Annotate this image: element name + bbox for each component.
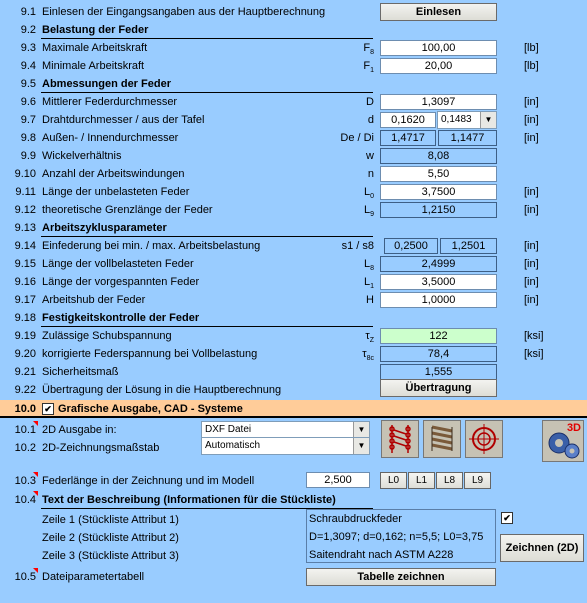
row-number: 10.2 — [14, 442, 36, 454]
section-heading: Abmessungen der Feder — [42, 78, 171, 90]
row-number: 9.7 — [20, 114, 36, 126]
row-9-12 — [0, 201, 587, 219]
zeile-2-row — [0, 529, 587, 547]
deflection-max-value: 1,2501 — [440, 238, 497, 254]
uebertragung-button[interactable]: Übertragung — [380, 379, 497, 397]
row-label: Federlänge in der Zeichnung und im Modell — [42, 475, 255, 487]
description-box[interactable] — [306, 509, 496, 563]
cad-3d-button[interactable] — [542, 420, 584, 462]
row-label: Anzahl der Arbeitswindungen — [42, 168, 185, 180]
row-9-21 — [0, 363, 587, 381]
output-format-select[interactable]: DXF Datei ▼ — [201, 421, 370, 439]
mean-diameter-input[interactable]: 1,3097 — [380, 94, 497, 110]
row-label: Wickelverhältnis — [42, 150, 122, 162]
row-9-22 — [0, 381, 587, 399]
symbol: $F_8$ — [363, 42, 374, 57]
drawing-scale-select[interactable]: Automatisch ▼ — [201, 437, 370, 455]
l9-button[interactable]: L9 — [464, 472, 491, 489]
row-10-3 — [0, 472, 587, 490]
row-9-8 — [0, 129, 587, 147]
row-label: Zeile 2 (Stückliste Attribut 2) — [42, 532, 179, 544]
zeichnen-2d-button[interactable]: Zeichnen (2D) — [500, 534, 584, 562]
row-label: Zeile 3 (Stückliste Attribut 3) — [42, 550, 179, 562]
row-9-6 — [0, 93, 587, 111]
row-label: Länge der vorgespannten Feder — [42, 276, 200, 288]
row-label: Dateiparametertabell — [42, 571, 145, 583]
row-number: 9.20 — [14, 348, 36, 360]
unit: [in] — [524, 276, 539, 288]
row-9-19 — [0, 327, 587, 345]
symbol: d — [367, 114, 374, 126]
row-label: Zeile 1 (Stückliste Attribut 1) — [42, 514, 179, 526]
row-number: 9.19 — [14, 330, 36, 342]
symbol: $L_8$ — [363, 258, 374, 273]
row-label: Drahtdurchmesser / aus der Tafel — [42, 114, 205, 126]
row-9-5 — [0, 75, 587, 93]
section-10-checkbox[interactable]: ✔ — [42, 403, 54, 415]
symbol: $L_1$ — [363, 276, 374, 291]
row-number: 9.2 — [20, 24, 36, 36]
row-number: 9.14 — [14, 240, 36, 252]
spring-coil-icon — [424, 421, 460, 457]
wire-diameter-input[interactable]: 0,1620 — [380, 112, 436, 128]
row-number: 10.0 — [14, 403, 36, 415]
row-label: Länge der vollbelasteten Feder — [42, 258, 194, 270]
tabelle-zeichnen-button[interactable]: Tabelle zeichnen — [306, 568, 496, 586]
safety-factor-value: 1,555 — [380, 364, 497, 380]
row-label: Einlesen der Eingangsangaben aus der Hauptberechnung — [42, 6, 326, 18]
free-length-input[interactable]: 3,7500 — [380, 184, 497, 200]
row-number: 9.9 — [20, 150, 36, 162]
symbol: w — [366, 150, 374, 162]
unit: [in] — [524, 204, 539, 216]
row-number: 9.6 — [20, 96, 36, 108]
unit: [in] — [524, 96, 539, 108]
zeile-1-row — [0, 511, 587, 529]
row-number: 9.22 — [14, 384, 36, 396]
l8-button[interactable]: L8 — [436, 472, 463, 489]
crosshair-circle-icon — [466, 421, 502, 457]
row-10-4 — [0, 491, 587, 509]
row-number: 9.12 — [14, 204, 36, 216]
row-number: 9.11 — [15, 186, 36, 198]
max-force-input[interactable]: 100,00 — [380, 40, 497, 56]
spring-length-input[interactable]: 2,500 — [306, 472, 370, 488]
row-9-2 — [0, 21, 587, 39]
row-9-14 — [0, 237, 587, 255]
unit: [lb] — [524, 60, 539, 72]
row-number: 10.5 — [14, 571, 36, 583]
draw-spring-top-button[interactable] — [465, 420, 503, 458]
wire-table-select[interactable]: 0,1483 ▼ — [437, 111, 497, 129]
row-label: 2D Ausgabe in: — [42, 424, 117, 436]
row-number: 9.13 — [14, 222, 36, 234]
row-number: 9.3 — [20, 42, 36, 54]
row-number: 9.16 — [14, 276, 36, 288]
row-number: 9.21 — [14, 366, 36, 378]
symbol: s1 / s8 — [341, 240, 374, 252]
row-number: 9.5 — [20, 78, 36, 90]
row-9-3 — [0, 39, 587, 57]
min-force-input[interactable]: 20,00 — [380, 58, 497, 74]
row-label: Einfederung bei min. / max. Arbeitsbelastung — [42, 240, 261, 252]
unit: [in] — [524, 186, 539, 198]
row-9-20 — [0, 345, 587, 363]
row-label: Sicherheitsmaß — [42, 366, 119, 378]
draw-spring-3d-button[interactable] — [423, 420, 461, 458]
symbol: $\tau_Z$ — [365, 330, 374, 345]
row-label: theoretische Grenzlänge der Feder — [42, 204, 213, 216]
chevron-down-icon[interactable]: ▼ — [353, 438, 369, 454]
deflection-min-value: 0,2500 — [384, 238, 438, 254]
row-label: Länge der unbelasteten Feder — [42, 186, 190, 198]
badge-3d: 3D — [566, 422, 581, 434]
description-line-3[interactable]: Saitendraht nach ASTM A228 — [309, 549, 454, 561]
row-9-11 — [0, 183, 587, 201]
symbol: $F_1$ — [363, 60, 374, 75]
row-9-18 — [0, 309, 587, 327]
section-heading: Text der Beschreibung (Informationen für die Stückliste) — [42, 494, 336, 506]
row-9-9 — [0, 147, 587, 165]
unit: [in] — [524, 294, 539, 306]
row-label: Übertragung der Lösung in die Hauptberechnung — [42, 384, 282, 396]
allowable-shear-input[interactable]: 122 — [380, 328, 497, 344]
row-9-15 — [0, 255, 587, 273]
section-heading: Arbeitszyklusparameter — [42, 222, 167, 234]
working-stroke-input[interactable]: 1,0000 — [380, 292, 497, 308]
row-label: Außen- / Innendurchmesser — [42, 132, 179, 144]
row-number: 9.17 — [14, 294, 36, 306]
unit: [lb] — [524, 42, 539, 54]
row-label: Minimale Arbeitskraft — [42, 60, 145, 72]
section-heading: Festigkeitskontrolle der Feder — [42, 312, 200, 324]
symbol: $L_9$ — [363, 204, 374, 219]
row-number: 9.8 — [20, 132, 36, 144]
row-9-13 — [0, 219, 587, 237]
row-number: 10.3 — [14, 475, 36, 487]
unit: [ksi] — [524, 330, 544, 342]
row-9-10 — [0, 165, 587, 183]
outer-diameter-value: 1,4717 — [380, 130, 436, 146]
spring-side-icon — [382, 421, 418, 457]
symbol: $\tau_{8c}$ — [362, 348, 374, 363]
row-number: 9.15 — [14, 258, 36, 270]
draw-spring-side-button[interactable] — [381, 420, 419, 458]
section-heading: Grafische Ausgabe, CAD - Systeme — [58, 403, 243, 415]
zeile-3-row — [0, 547, 587, 565]
row-number: 9.1 — [20, 6, 36, 18]
chevron-down-icon[interactable]: ▼ — [480, 112, 496, 128]
loaded-length-value: 2,4999 — [380, 256, 497, 272]
row-label: Arbeitshub der Feder — [42, 294, 146, 306]
description-line-2[interactable]: D=1,3097; d=0,162; n=5,5; L0=3,75 — [309, 531, 484, 543]
l0-button[interactable]: L0 — [380, 472, 407, 489]
row-9-1 — [0, 3, 587, 21]
unit: [in] — [524, 258, 539, 270]
symbol: $L_0$ — [363, 186, 374, 201]
row-number: 9.4 — [20, 60, 36, 72]
row-number: 9.10 — [14, 168, 36, 180]
row-9-4 — [0, 57, 587, 75]
inner-diameter-value: 1,1477 — [438, 130, 497, 146]
symbol: H — [366, 294, 374, 306]
row-9-16 — [0, 273, 587, 291]
unit: [in] — [524, 132, 539, 144]
row-label: Maximale Arbeitskraft — [42, 42, 148, 54]
row-label: 2D-Zeichnungsmaßstab — [42, 442, 160, 454]
unit: [in] — [524, 240, 539, 252]
section-heading: Belastung der Feder — [42, 24, 149, 36]
unit: [ksi] — [524, 348, 544, 360]
symbol: De / Di — [340, 132, 374, 144]
row-9-7 — [0, 111, 587, 129]
row-label: korrigierte Federspannung bei Vollbelastung — [42, 348, 258, 360]
row-number: 10.4 — [14, 494, 36, 506]
limit-length-value: 1,2150 — [380, 202, 497, 218]
row-9-17 — [0, 291, 587, 309]
unit: [in] — [524, 114, 539, 126]
corrected-stress-value: 78,4 — [380, 346, 497, 362]
spring-index-value: 8,08 — [380, 148, 497, 164]
symbol: D — [366, 96, 374, 108]
row-label: Mittlerer Federdurchmesser — [42, 96, 178, 108]
preloaded-length-input[interactable]: 3,5000 — [380, 274, 497, 290]
row-number: 9.18 — [14, 312, 36, 324]
row-label: Zulässige Schubspannung — [42, 330, 172, 342]
description-line-1[interactable]: Schraubdruckfeder — [309, 513, 402, 525]
row-number: 10.1 — [14, 424, 36, 436]
l1-button[interactable]: L1 — [408, 472, 435, 489]
section-10-bar — [0, 400, 587, 418]
symbol: n — [367, 168, 374, 180]
einlesen-button[interactable]: Einlesen — [380, 3, 497, 21]
description-checkbox[interactable]: ✔ — [501, 512, 513, 524]
active-coils-input[interactable]: 5,50 — [380, 166, 497, 182]
row-10-5 — [0, 568, 587, 586]
chevron-down-icon[interactable]: ▼ — [353, 422, 369, 438]
